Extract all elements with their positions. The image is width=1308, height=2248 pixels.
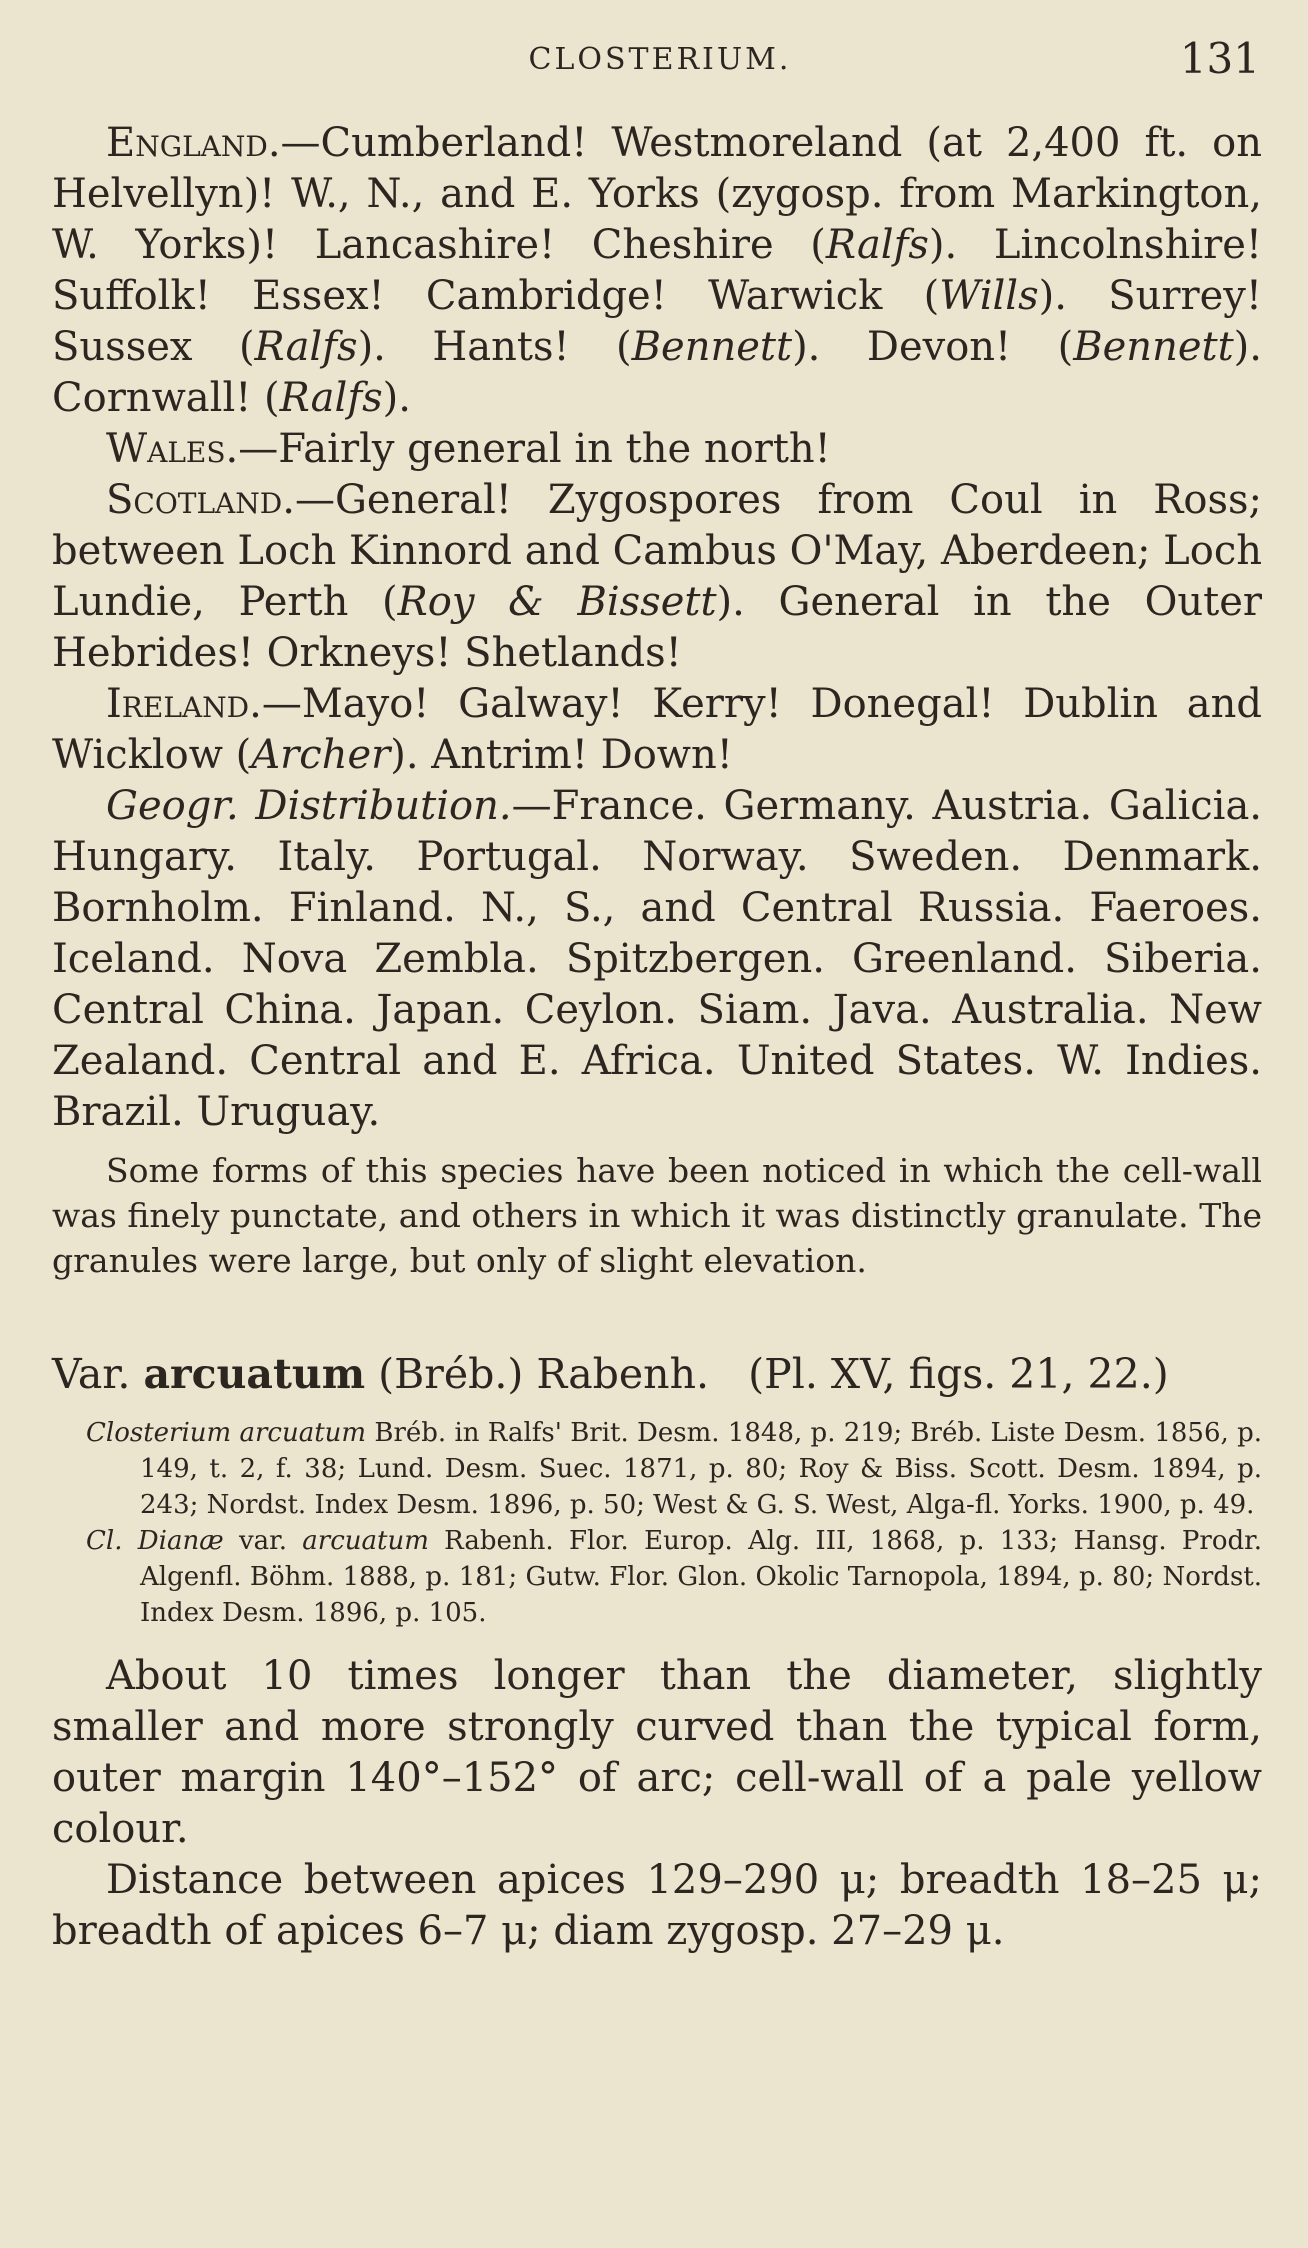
- scotland-text: ). General in the Outer Hebrides! Orkneys! Shetlands!: [52, 579, 1262, 676]
- reference-taxon: arcuatum: [302, 1526, 429, 1556]
- variety-name: arcuatum: [143, 1350, 366, 1398]
- collector-ralfs: Ralfs: [825, 222, 929, 268]
- scotland-text: —General! Zygospores from Coul in Ross; between Loch Kinnord and Cambus O'May, Aberdeen; Loch Lundie, Perth (: [52, 477, 1262, 625]
- england-text: ). Cornwall! (: [52, 324, 1262, 421]
- reference-taxon: Cl. Dianæ: [86, 1526, 224, 1556]
- reference-entry: [52, 1523, 1262, 1631]
- england-text: —Cumberland! Westmoreland (at 2,400 ft. on Helvellyn)! W., N., and E. Yorks (zygosp. from Markington, W. Yorks)! Lancashire! Cheshire (: [52, 120, 1262, 268]
- note-paragraph: Some forms of this species have been noticed in which the cell-wall was finely punctate, and others in which it was distinctly granulate. The granules were large, but only of slight elevation.: [52, 1151, 1262, 1280]
- page-header: [52, 22, 1268, 92]
- reference-taxon: Closterium arcuatum: [86, 1418, 367, 1448]
- reference-text: Bréb. in Ralfs' Brit. Desm. 1848, p. 219; Bréb. Liste Desm. 1856, p. 149, t. 2, f. 38; Lund. Desm. Suec. 1871, p. 80; Roy & Biss. Scott. Desm. 1894, p. 243; Nordst. Index Desm. 1896, p. 50; West & G. S. West, Alga-fl. Yorks. 1900, p. 49.: [140, 1418, 1262, 1520]
- ireland-text: —Mayo! Galway! Kerry! Donegal! Dublin and Wicklow (: [52, 681, 1262, 778]
- england-text: ). Lincolnshire! Suffolk! Essex! Cambridge! Warwick (: [52, 222, 1262, 319]
- england-text: ). Surrey! Sussex (: [52, 273, 1262, 370]
- geographic-distribution: [52, 781, 1262, 1138]
- collector-ralfs: Ralfs: [279, 375, 383, 421]
- wales-text: —Fairly general in the north!: [238, 426, 831, 472]
- distribution-scotland: [52, 475, 1262, 679]
- synonymy-references: [52, 1415, 1262, 1631]
- collector-wills: Wills: [939, 273, 1039, 319]
- region-label-scotland: Scotland.: [106, 477, 295, 523]
- ireland-text: ). Antrim! Down!: [390, 732, 733, 778]
- running-title: CLOSTERIUM.: [528, 42, 792, 77]
- collector-bennett: Bennett: [631, 324, 793, 370]
- reference-text: var.: [223, 1526, 303, 1556]
- reference-entry: [52, 1415, 1262, 1523]
- collector-bennett: Bennett: [1073, 324, 1234, 370]
- england-text: ).: [382, 375, 411, 421]
- variety-authority: (Bréb.) Rabenh.: [365, 1350, 710, 1398]
- geogr-text: —France. Germany. Austria. Galicia. Hungary. Italy. Portugal. Norway. Sweden. Denmark. Bornholm. Finland. N., S., and Central Russia. Faeroes. Iceland. Nova Zembla. Spitzbergen. Greenland. Siberia. Central China. Japan. Ceylon. Siam. Java. Australia. New Zealand. Central and E. Africa. United States. W. Indies. Brazil. Uruguay.: [52, 783, 1263, 1135]
- collector-ralfs: Ralfs: [254, 324, 358, 370]
- region-label-england: England.: [106, 120, 281, 166]
- reference-text: Rabenh. Flor. Europ. Alg. III, 1868, p. 133; Hansg. Prodr. Algenfl. Böhm. 1888, p. 181; Gutw. Flor. Glon. Okolic Tarnopola, 1894, p. 80; Nordst. Index Desm. 1896, p. 105.: [140, 1526, 1262, 1628]
- distribution-ireland: [52, 679, 1262, 781]
- region-label-wales: Wales.: [106, 426, 239, 472]
- region-label-ireland: Ireland.: [106, 681, 262, 727]
- collector-roy-bissett: Roy & Bissett: [397, 579, 717, 625]
- page-number: 131: [1179, 34, 1260, 83]
- england-text: ). Devon! (: [792, 324, 1074, 370]
- distribution-england: [52, 118, 1262, 424]
- variety-prefix: Var.: [52, 1350, 144, 1398]
- variety-description: [52, 1651, 1262, 1957]
- plate-reference: (Pl. XV, figs. 21, 22.): [748, 1350, 1169, 1398]
- distribution-wales: [52, 424, 1262, 475]
- collector-archer: Archer: [251, 732, 391, 778]
- variety-heading: [52, 1347, 1262, 1401]
- geogr-label: Geogr. Distribution.: [106, 783, 512, 829]
- description-paragraph: About 10 times longer than the diameter, slightly smaller and more strongly curved than the typical form, outer margin 140°–152° of arc; cell-wall of a pale yellow colour.: [52, 1653, 1262, 1852]
- page-body: [52, 118, 1262, 1957]
- measurements-paragraph: Distance between apices 129–290 μ; breadth 18–25 μ; breadth of apices 6–7 μ; diam zygosp. 27–29 μ.: [52, 1857, 1262, 1954]
- england-text: ). Hants! (: [357, 324, 632, 370]
